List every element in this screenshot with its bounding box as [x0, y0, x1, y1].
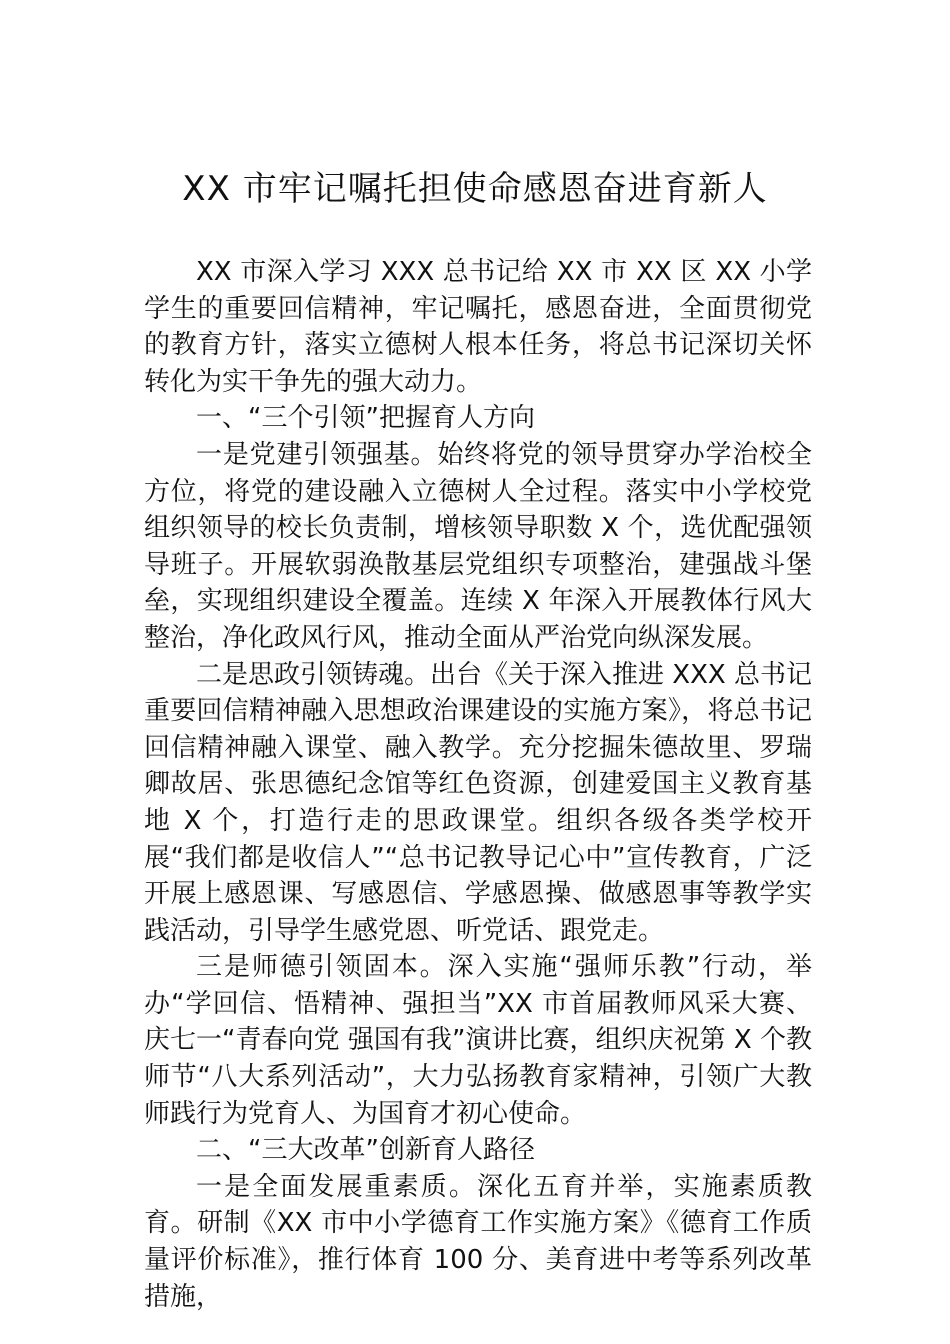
document-title: XX 市牢记嘱托担使命感恩奋进育新人	[182, 169, 768, 209]
section-heading-2: 二、“三大改革”创新育人路径	[196, 1135, 535, 1166]
paragraph-teacher-ethics: 三是师德引领固本。深入实施“强师乐教”行动，举办“学回信、悟精神、强担当”XX 市首届教师风采大赛、庆七一“青春向党 强国有我”演讲比赛，组织庆祝第 X 个教师节“八大系列活动”，大力弘扬教育家精神，引领广大教师践行为党育人、为国育才初心使命。	[144, 952, 812, 1129]
paragraph-quality-education: 一是全面发展重素质。深化五育并举，实施素质教育。研制《XX 市中小学德育工作实施方案》《德育工作质量评价标准》，推行体育 100 分、美育进中考等系列改革措施，	[144, 1171, 812, 1312]
document-body	[144, 254, 812, 1315]
intro-paragraph: XX 市深入学习 XXX 总书记给 XX 市 XX 区 XX 小学学生的重要回信精神，牢记嘱托，感恩奋进，全面贯彻党的教育方针，落实立德树人根本任务，将总书记深切关怀转化为实干争先的强大动力。	[144, 257, 812, 397]
paragraph-ideological-education: 二是思政引领铸魂。出台《关于深入推进 XXX 总书记重要回信精神融入思想政治课建设的实施方案》，将总书记回信精神融入课堂、融入教学。充分挖掘朱德故里、罗瑞卿故居、张思德纪念馆等红色资源，创建爱国主义教育基地 X 个，打造行走的思政课堂。组织各级各类学校开展“我们都是收信人”“总书记教导记心中”宣传教育，广泛开展上感恩课、写感恩信、学感恩操、做感恩事等教学实践活动，引导学生感党恩、听党话、跟党走。	[144, 659, 812, 946]
paragraph-party-building: 一是党建引领强基。始终将党的领导贯穿办学治校全方位，将党的建设融入立德树人全过程。落实中小学校党组织领导的校长负责制，增核领导职数 X 个，选优配强领导班子。开展软弱涣散基层党组织专项整治，建强战斗堡垒，实现组织建设全覆盖。连续 X 年深入开展教体行风大整治，净化政风行风，推动全面从严治党向纵深发展。	[144, 439, 812, 653]
section-heading-1: 一、“三个引领”把握育人方向	[196, 403, 535, 434]
